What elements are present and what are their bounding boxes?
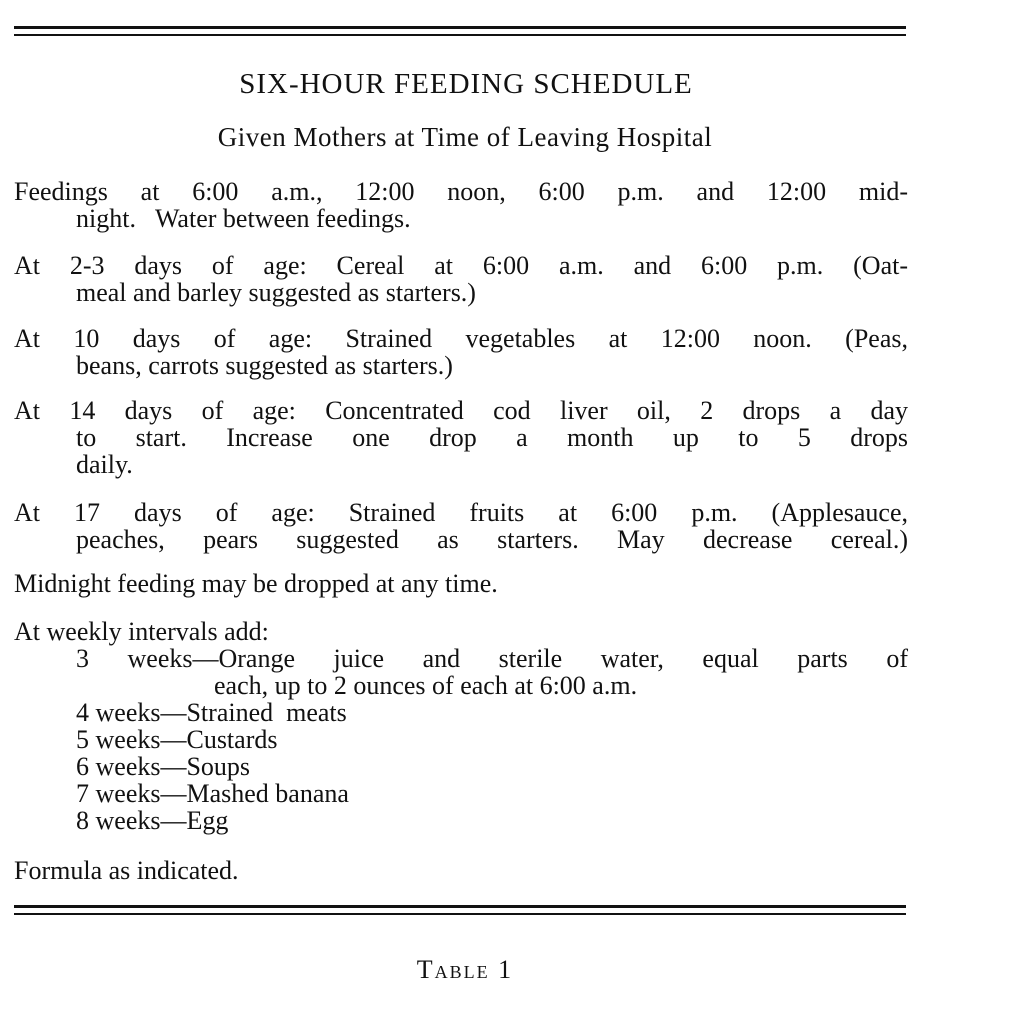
- weekly-item-continuation: each, up to 2 ounces of each at 6:00 a.m.: [214, 671, 638, 700]
- bottom-rule-thick: [14, 905, 906, 908]
- weekly-item: 6 weeks—Soups: [76, 752, 251, 781]
- paragraph-cod-liver-oil: [14, 397, 908, 478]
- weekly-item: 5 weeks—Custards: [76, 725, 278, 754]
- paragraph-vegetables: [14, 325, 908, 379]
- paragraph-line: beans, carrots suggested as starters.): [76, 351, 453, 380]
- paragraph-fruits: [14, 499, 908, 553]
- paragraph-line: daily.: [76, 450, 133, 479]
- paragraph-line: At 2-3 days of age: Cereal at 6:00 a.m. and 6:00 p.m. (Oat-: [14, 251, 908, 280]
- weekly-intro: At weekly intervals add:: [14, 617, 269, 646]
- top-rule-thick: [14, 26, 906, 29]
- closing-line: [14, 857, 908, 884]
- table-caption-text: Table 1: [416, 955, 514, 984]
- top-rule-thin: [14, 34, 906, 36]
- page-title: SIX-HOUR FEEDING SCHEDULE: [239, 68, 693, 100]
- paragraph-line: Midnight feeding may be dropped at any time.: [14, 569, 498, 598]
- bottom-rule-thin: [14, 913, 906, 915]
- table-caption: [0, 955, 930, 985]
- bottom-double-rule: [14, 905, 906, 915]
- paragraph-cereal: [14, 252, 908, 306]
- paragraph-line: At 10 days of age: Strained vegetables at 12:00 noon. (Peas,: [14, 324, 908, 353]
- top-double-rule: [14, 26, 906, 36]
- paragraph-line: to start. Increase one drop a month up to 5 drops: [76, 423, 908, 452]
- paragraph-line: meal and barley suggested as starters.): [76, 278, 476, 307]
- weekly-item: 4 weeks—Strained meats: [76, 698, 347, 727]
- paragraph-line: night. Water between feedings.: [76, 204, 411, 233]
- page-subtitle: Given Mothers at Time of Leaving Hospital: [217, 122, 713, 152]
- paragraph-line: Feedings at 6:00 a.m., 12:00 noon, 6:00 p.m. and 12:00 mid-: [14, 177, 908, 206]
- paragraph-midnight: [14, 570, 908, 597]
- paragraph-line: peaches, pears suggested as starters. May decrease cereal.): [76, 525, 908, 554]
- paragraph-line: At 14 days of age: Concentrated cod liver oil, 2 drops a day: [14, 396, 908, 425]
- weekly-item: 7 weeks—Mashed banana: [76, 779, 349, 808]
- paragraph-line: Formula as indicated.: [14, 856, 239, 885]
- weekly-schedule: [14, 618, 908, 834]
- paragraph-feedings: [14, 178, 908, 232]
- paragraph-line: At 17 days of age: Strained fruits at 6:00 p.m. (Applesauce,: [14, 498, 908, 527]
- weekly-item: 3 weeks—Orange juice and sterile water, equal parts of: [76, 644, 908, 673]
- weekly-item: 8 weeks—Egg: [76, 806, 229, 835]
